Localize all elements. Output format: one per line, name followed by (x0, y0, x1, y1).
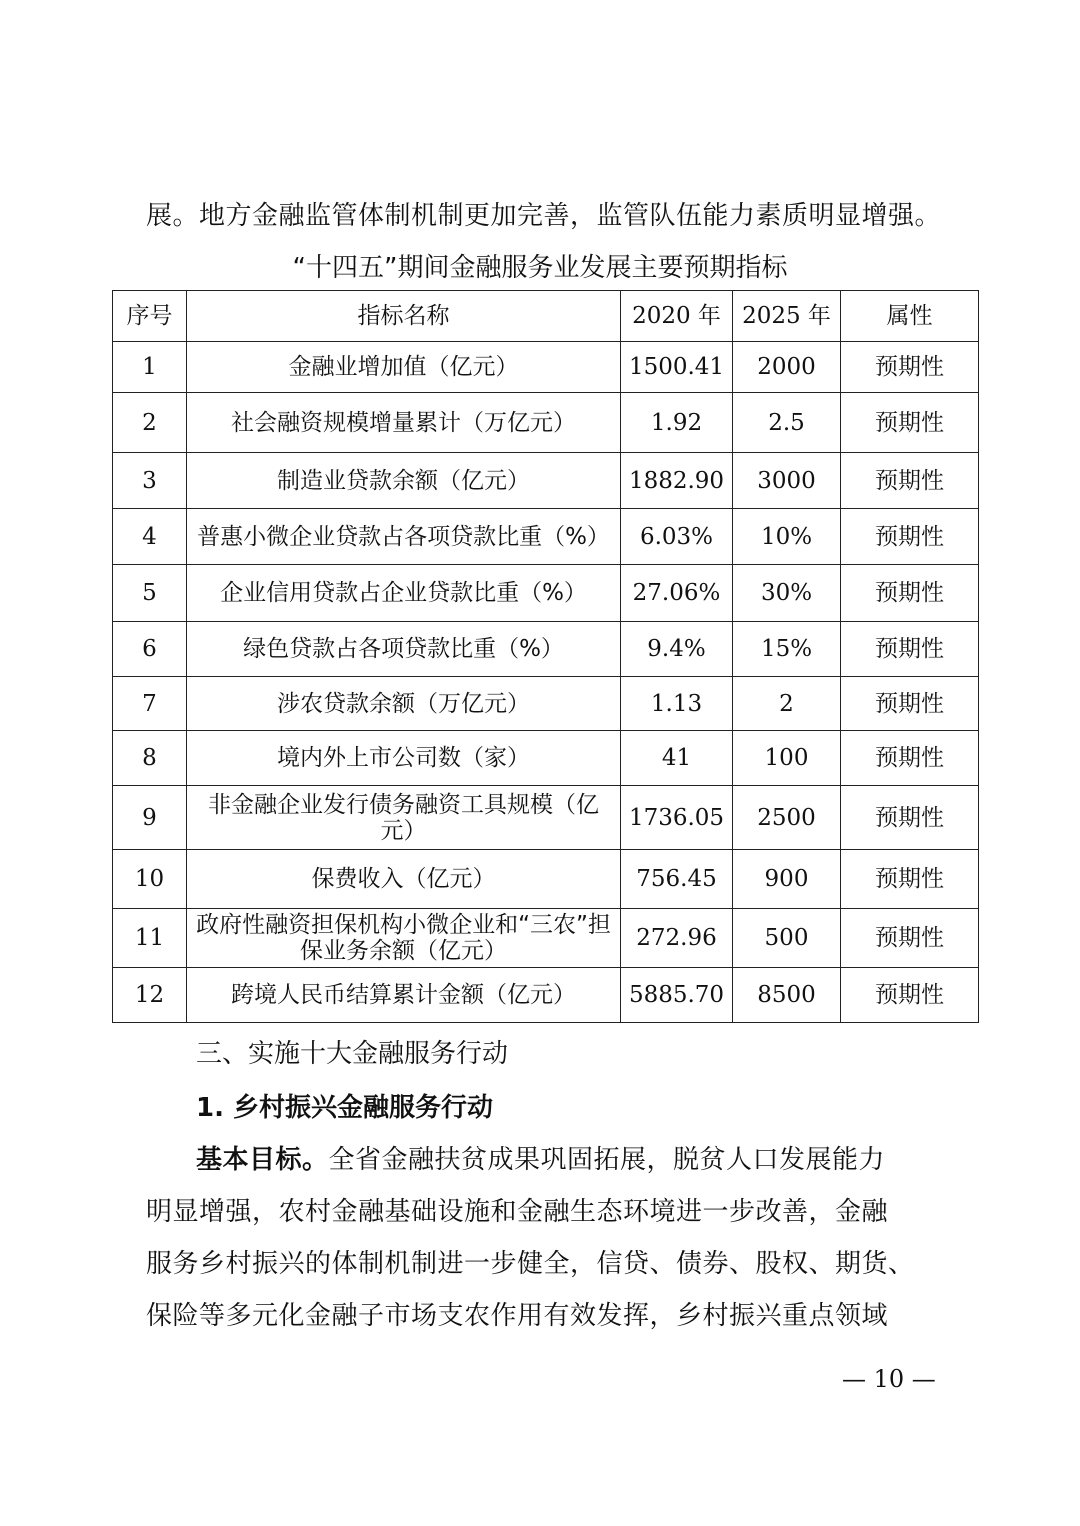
row-2020: 756.45 (621, 850, 733, 909)
row-no: 6 (113, 622, 187, 677)
row-attr: 预期性 (841, 565, 979, 622)
row-attr: 预期性 (841, 622, 979, 677)
row-attr: 预期性 (841, 393, 979, 453)
row-2020: 1500.41 (621, 342, 733, 393)
row-name: 企业信用贷款占企业贷款比重（%） (187, 565, 621, 622)
table-row (113, 342, 979, 393)
page-number: — 10 — (842, 1365, 936, 1393)
row-attr: 预期性 (841, 509, 979, 565)
table-row (113, 850, 979, 909)
row-attr: 预期性 (841, 677, 979, 731)
intro-text-line: 展。地方金融监管体制机制更加完善，监管队伍能力素质明显增强。 (146, 201, 942, 231)
row-2025: 2500 (733, 786, 841, 850)
table-row (113, 393, 979, 453)
paragraph-line-1-text: 全省金融扶贫成果巩固拓展，脱贫人口发展能力 (328, 1145, 886, 1175)
row-no: 5 (113, 565, 187, 622)
paragraph-line-3: 服务乡村振兴的体制机制进一步健全，信贷、债券、股权、期货、 (146, 1249, 915, 1279)
row-2025: 3000 (733, 453, 841, 509)
table-row (113, 453, 979, 509)
paragraph-line-1 (196, 1144, 946, 1176)
row-no: 2 (113, 393, 187, 453)
header-2025: 2025 年 (733, 291, 841, 342)
row-2020: 1.92 (621, 393, 733, 453)
row-2025: 2000 (733, 342, 841, 393)
row-attr: 预期性 (841, 342, 979, 393)
row-2020: 1882.90 (621, 453, 733, 509)
row-name: 金融业增加值（亿元） (187, 342, 621, 393)
row-2020: 1736.05 (621, 786, 733, 850)
row-2020: 272.96 (621, 909, 733, 968)
row-2025: 500 (733, 909, 841, 968)
table-row (113, 731, 979, 786)
row-2025: 30% (733, 565, 841, 622)
row-attr: 预期性 (841, 453, 979, 509)
row-no: 1 (113, 342, 187, 393)
row-name: 普惠小微企业贷款占各项贷款比重（%） (187, 509, 621, 565)
row-name: 跨境人民币结算累计金额（亿元） (187, 968, 621, 1023)
subsection-heading: 1. 乡村振兴金融服务行动 (196, 1093, 494, 1123)
row-2020: 1.13 (621, 677, 733, 731)
paragraph-lead: 基本目标。 (196, 1145, 329, 1175)
row-attr: 预期性 (841, 850, 979, 909)
table-row (113, 786, 979, 850)
row-name: 制造业贷款余额（亿元） (187, 453, 621, 509)
table-row (113, 509, 979, 565)
header-no: 序号 (113, 291, 187, 342)
table-row (113, 968, 979, 1023)
row-name: 政府性融资担保机构小微企业和“三农”担保业务余额（亿元） (187, 909, 621, 968)
row-no: 12 (113, 968, 187, 1023)
table-row (113, 622, 979, 677)
header-attr: 属性 (841, 291, 979, 342)
row-2020: 6.03% (621, 509, 733, 565)
row-no: 10 (113, 850, 187, 909)
row-attr: 预期性 (841, 731, 979, 786)
section-heading: 三、实施十大金融服务行动 (196, 1039, 509, 1069)
row-2025: 2.5 (733, 393, 841, 453)
header-name: 指标名称 (187, 291, 621, 342)
table-row (113, 677, 979, 731)
row-2025: 900 (733, 850, 841, 909)
row-name: 非金融企业发行债务融资工具规模（亿元） (187, 786, 621, 850)
row-no: 3 (113, 453, 187, 509)
row-name: 保费收入（亿元） (187, 850, 621, 909)
table-row (113, 909, 979, 968)
row-name: 涉农贷款余额（万亿元） (187, 677, 621, 731)
row-attr: 预期性 (841, 968, 979, 1023)
paragraph-line-4: 保险等多元化金融子市场支农作用有效发挥，乡村振兴重点领域 (146, 1301, 889, 1331)
row-2020: 5885.70 (621, 968, 733, 1023)
row-2020: 41 (621, 731, 733, 786)
row-no: 9 (113, 786, 187, 850)
paragraph-line-2: 明显增强，农村金融基础设施和金融生态环境进一步改善，金融 (146, 1197, 889, 1227)
row-no: 4 (113, 509, 187, 565)
row-attr: 预期性 (841, 909, 979, 968)
row-2025: 15% (733, 622, 841, 677)
row-2025: 100 (733, 731, 841, 786)
row-attr: 预期性 (841, 786, 979, 850)
row-2025: 2 (733, 677, 841, 731)
row-name: 境内外上市公司数（家） (187, 731, 621, 786)
table-row (113, 565, 979, 622)
table-title: “十四五”期间金融服务业发展主要预期指标 (292, 253, 788, 283)
row-2025: 10% (733, 509, 841, 565)
table-header-row (113, 291, 979, 342)
row-no: 7 (113, 677, 187, 731)
row-no: 8 (113, 731, 187, 786)
row-name: 绿色贷款占各项贷款比重（%） (187, 622, 621, 677)
header-2020: 2020 年 (621, 291, 733, 342)
row-name: 社会融资规模增量累计（万亿元） (187, 393, 621, 453)
row-no: 11 (113, 909, 187, 968)
row-2020: 9.4% (621, 622, 733, 677)
indicators-table (112, 290, 979, 1023)
row-2025: 8500 (733, 968, 841, 1023)
row-2020: 27.06% (621, 565, 733, 622)
